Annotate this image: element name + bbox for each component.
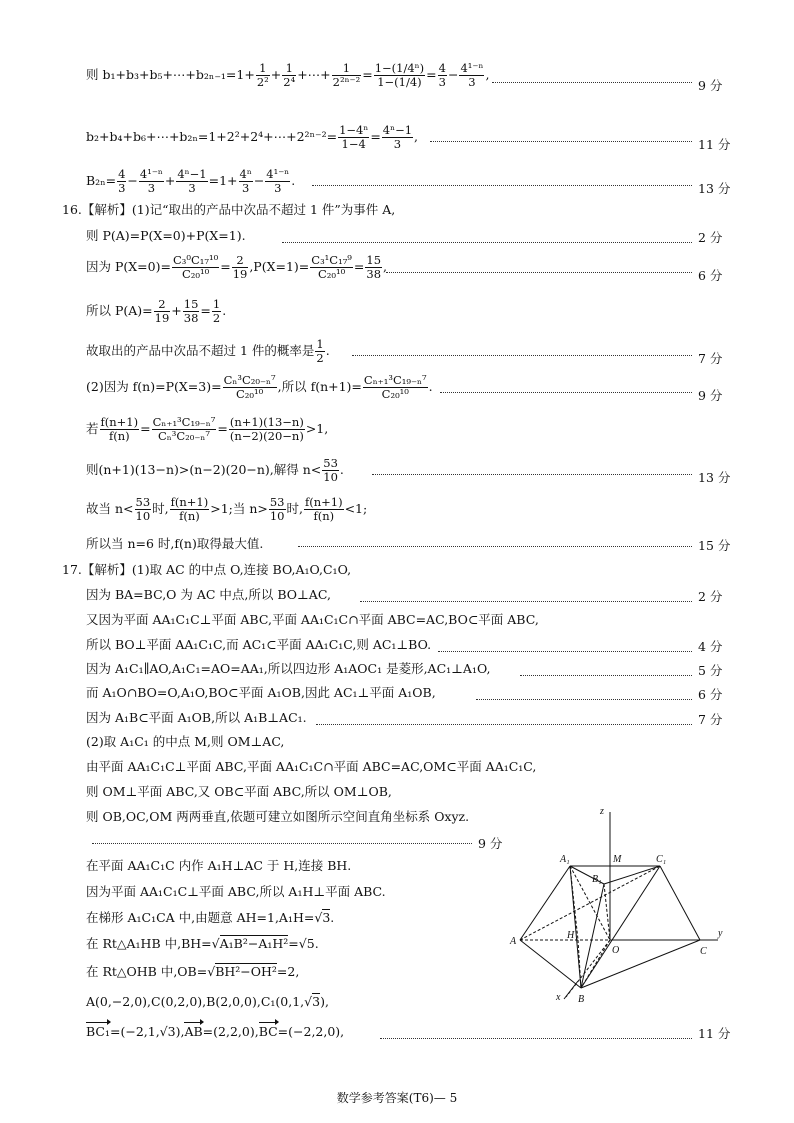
line: A(0,−2,0),C(0,2,0),B(2,0,0),C₁(0,1,√3), xyxy=(86,994,329,1009)
score: 11 分 xyxy=(698,137,731,152)
score: 9 分 xyxy=(698,388,723,403)
edge-BC xyxy=(581,940,700,988)
line: (2)因为 f(n)=P(X=3)= $\frac{\text{Cₙ³C₂₀₋ₙ⁷}}{\text{C₂₀¹⁰}}$ ,所以 f(n+1)= $\frac{\text{Cₙ₊₁³C₁₉₋ₙ⁷}}{\text{C₂₀¹⁰}}$ . xyxy=(86,373,433,401)
line: 在 Rt△OHB 中,OB=√BH²−OH²=2, xyxy=(86,964,300,979)
line: 所以 BO⊥平面 AA₁C₁C,而 AC₁⊂平面 AA₁C₁C,则 AC₁⊥BO. xyxy=(86,637,432,652)
leader-dots xyxy=(492,72,692,83)
label-z: z xyxy=(600,806,604,817)
label-H: H xyxy=(567,930,575,941)
prism-figure xyxy=(508,800,738,1010)
label-A1: A₁ xyxy=(560,854,570,865)
line: 因为 A₁C₁∥AO,A₁C₁=AO=AA₁,所以四边形 A₁AOC₁ 是菱形,AC₁⊥A₁O, xyxy=(86,661,491,676)
line: 则 P(A)=P(X=0)+P(X=1). xyxy=(86,228,246,243)
edge-AA1 xyxy=(520,866,570,940)
line: 因为平面 AA₁C₁C⊥平面 ABC,所以 A₁H⊥平面 ABC. xyxy=(86,884,386,899)
score: 13 分 xyxy=(698,181,731,196)
line: 则 OB,OC,OM 两两垂直,依题可建立如图所示空间直角坐标系 Oxyz. xyxy=(86,809,470,824)
score: 13 分 xyxy=(698,470,731,485)
line: 所以 P(A)= $\frac{2}{19}$ + $\frac{15}{38}$ = $\frac{1}{2}$ . xyxy=(86,297,227,325)
leader-dots xyxy=(386,262,692,273)
page-footer: 数学参考答案(T6)— 5 xyxy=(336,1091,458,1105)
score: 6 分 xyxy=(698,268,723,283)
edge-BB1 xyxy=(581,884,604,988)
line: 又因为平面 AA₁C₁C⊥平面 ABC,平面 AA₁C₁C∩平面 ABC=AC,BO⊂平面 ABC, xyxy=(86,612,539,627)
score: 7 分 xyxy=(698,712,723,727)
score: 11 分 xyxy=(698,1026,731,1041)
leader-dots xyxy=(476,689,692,700)
label-B1: B₁ xyxy=(592,874,602,885)
line: 则(n+1)(13−n)>(n−2)(20−n),解得 n< $\frac{53}{10}$ . xyxy=(86,456,344,484)
label-M: M xyxy=(613,854,622,865)
label-C: C xyxy=(700,946,707,957)
label-x: x xyxy=(556,992,561,1003)
score: 6 分 xyxy=(698,687,723,702)
score: 9 分 xyxy=(478,836,503,851)
line: 若 $\frac{f(n+1)}{f(n)}$ = $\frac{\text{Cₙ₊₁³C₁₉₋ₙ⁷}}{\text{Cₙ³C₂₀₋ₙ⁷}}$ = $\frac{(n+1)(13-n)}{(n-2)(20-n)}$ >1, xyxy=(86,415,329,443)
line-B2n: B₂ₙ= $\frac{4}{3}$ − $\frac{\text{4¹⁻ⁿ}}{3}$ + $\frac{\text{4ⁿ−1}}{3}$ =1+ $\frac{\text{4ⁿ}}{3}$ − $\frac{\text{4¹⁻ⁿ}}{3}$ . xyxy=(86,167,296,195)
A1-H xyxy=(570,866,578,940)
line: 所以当 n=6 时,f(n)取得最大值. xyxy=(86,536,264,551)
label-C1: C₁ xyxy=(656,854,667,865)
leader-dots xyxy=(430,131,692,142)
leader-dots xyxy=(352,345,692,356)
leader-dots xyxy=(298,536,692,547)
score: 9 分 xyxy=(698,78,723,93)
leader-dots xyxy=(360,591,692,602)
leader-dots xyxy=(438,641,692,652)
label-O: O xyxy=(612,945,620,956)
line-b-odd-sum: 则 b₁+b₃+b₅+⋯+b₂ₙ₋₁=1+ $\frac{1}{\text{2²}}$ + $\frac{1}{\text{2⁴}}$ +⋯+ $\frac{1}{\text{2²ⁿ⁻²}}$ = $\frac{\text{1−(1/4ⁿ)}}{1-(1/4)}$ = $\frac{4}{3}$ − $\frac{\text{4¹⁻ⁿ}}{3}$ , xyxy=(86,61,490,89)
line: 而 A₁O∩BO=O,A₁O,BO⊂平面 A₁OB,因此 AC₁⊥平面 A₁OB, xyxy=(86,685,436,700)
line: 因为 A₁B⊂平面 A₁OB,所以 A₁B⊥AC₁. xyxy=(86,710,307,725)
problem-16-heading: 16.【解析】(1)记“取出的产品中次品不超过 1 件”为事件 A, xyxy=(62,202,396,217)
line: (2)取 A₁C₁ 的中点 M,则 OM⊥AC, xyxy=(86,734,285,749)
score: 2 分 xyxy=(698,589,723,604)
line: 则 OM⊥平面 ABC,又 OB⊂平面 ABC,所以 OM⊥OB, xyxy=(86,784,392,799)
edge-CC1 xyxy=(660,866,700,940)
line: 在 Rt△A₁HB 中,BH=√A₁B²−A₁H²=√5. xyxy=(86,936,319,951)
score: 4 分 xyxy=(698,639,723,654)
line: 在梯形 A₁C₁CA 中,由题意 AH=1,A₁H=√3. xyxy=(86,910,335,925)
leader-dots xyxy=(282,232,692,243)
line-vectors: BC₁=(−2,1,√3),AB=(2,2,0),BC=(−2,2,0), xyxy=(86,1024,345,1039)
O-B xyxy=(581,940,610,988)
label-A: A xyxy=(510,936,517,947)
score: 2 分 xyxy=(698,230,723,245)
line: 因为 P(X=0)= $\frac{\text{C₃⁰C₁₇¹⁰}}{\text{C₂₀¹⁰}}$ = $\frac{2}{19}$ ,P(X=1)= $\frac{\text{C₃¹C₁₇⁹}}{\text{C₂₀¹⁰}}$ = $\frac{15}{38}$ , xyxy=(86,253,388,281)
leader-dots xyxy=(312,175,692,186)
line: 由平面 AA₁C₁C⊥平面 ABC,平面 AA₁C₁C∩平面 ABC=AC,OM⊂平面 AA₁C₁C, xyxy=(86,759,537,774)
edge-AB xyxy=(520,940,581,988)
score: 5 分 xyxy=(698,663,723,678)
line: 故取出的产品中次品不超过 1 件的概率是 $\frac{1}{2}$ . xyxy=(86,337,330,365)
leader-dots xyxy=(440,382,692,393)
score: 7 分 xyxy=(698,351,723,366)
line: 故当 n< $\frac{53}{10}$ 时, $\frac{f(n+1)}{f(n)}$ >1;当 n> $\frac{53}{10}$ 时, $\frac{f(n+1)}{f(n)}$ <1; xyxy=(86,495,368,523)
leader-dots xyxy=(92,833,472,844)
leader-dots xyxy=(372,464,692,475)
problem-17-heading: 17.【解析】(1)取 AC 的中点 O,连接 BO,A₁O,C₁O, xyxy=(62,562,352,577)
line-b-even-sum: b₂+b₄+b₆+⋯+b₂ₙ=1+2²+2⁴+⋯+2²ⁿ⁻²= $\frac{\text{1−4ⁿ}}{1-4}$ = $\frac{\text{4ⁿ−1}}{3}$ , xyxy=(86,123,419,151)
score: 15 分 xyxy=(698,538,731,553)
line: 在平面 AA₁C₁C 内作 A₁H⊥AC 于 H,连接 BH. xyxy=(86,858,352,873)
leader-dots xyxy=(380,1028,692,1039)
leader-dots xyxy=(520,665,692,676)
label-B: B xyxy=(578,994,585,1005)
label-y: y xyxy=(718,928,723,939)
line: 因为 BA=BC,O 为 AC 中点,所以 BO⊥AC, xyxy=(86,587,331,602)
leader-dots xyxy=(316,714,692,725)
